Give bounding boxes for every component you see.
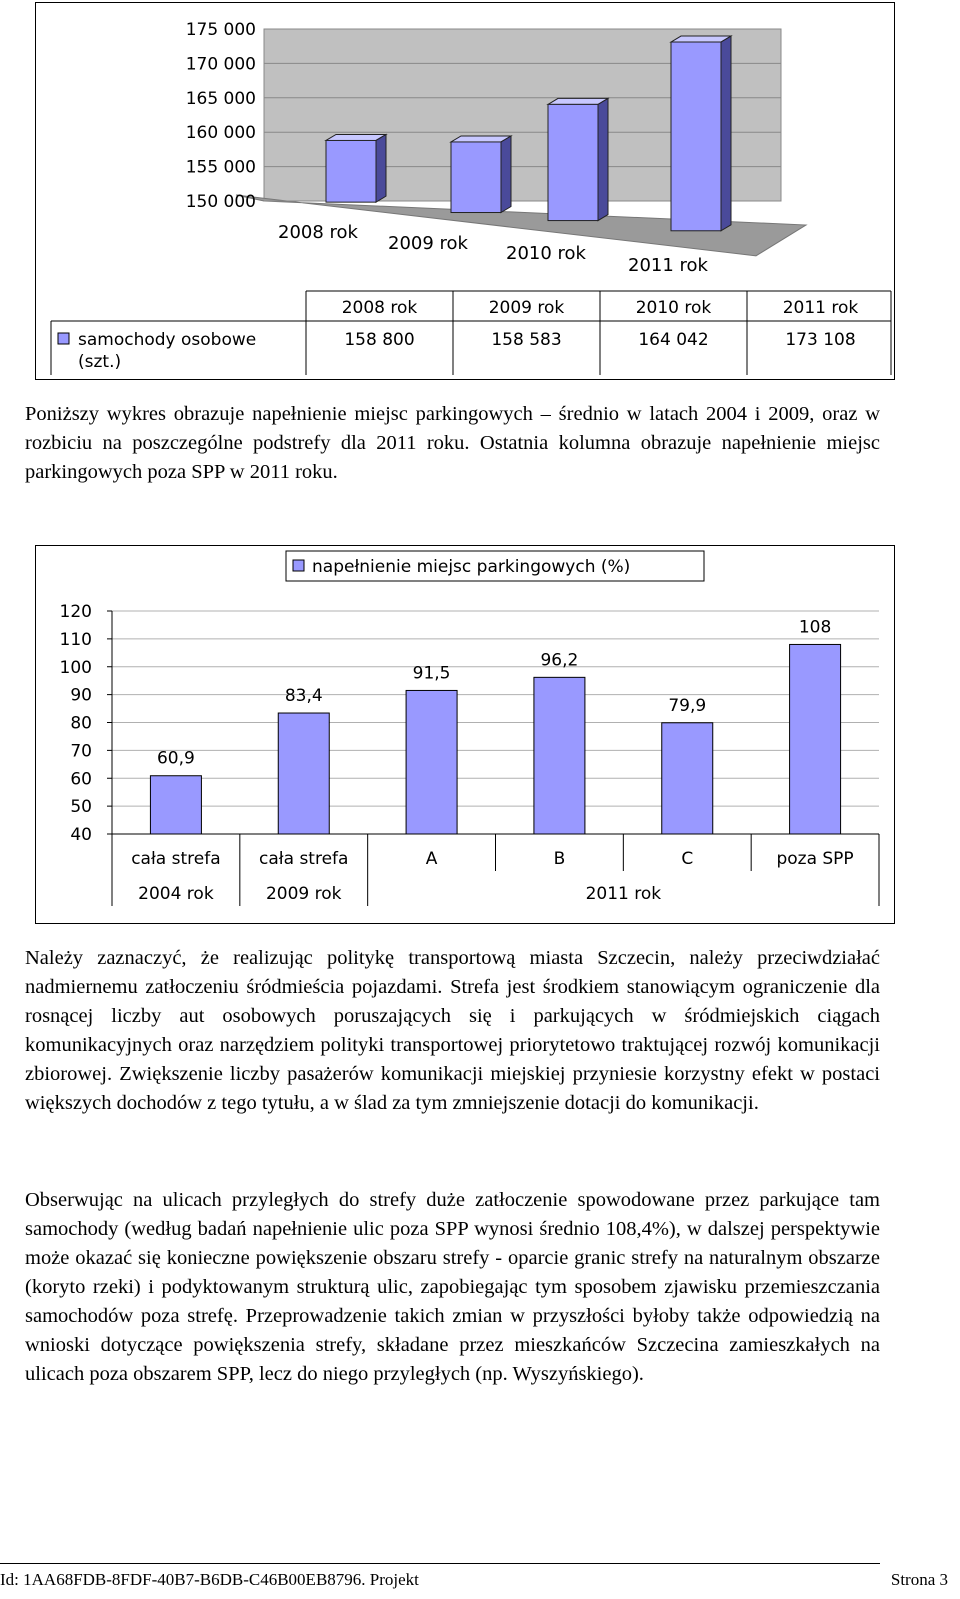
y-tick-label: 175 000 bbox=[185, 20, 256, 40]
x-axis-label: 2008 rok bbox=[278, 222, 358, 243]
bar bbox=[662, 723, 713, 834]
y-tick-label: 80 bbox=[70, 713, 92, 734]
bar bbox=[548, 98, 608, 220]
footer-divider bbox=[0, 1563, 880, 1564]
table-cell: 158 583 bbox=[491, 330, 562, 350]
y-tick-label: 60 bbox=[70, 769, 92, 790]
y-tick-label: 150 000 bbox=[185, 192, 256, 212]
x-category-label: B bbox=[553, 849, 566, 869]
bar bbox=[790, 644, 841, 834]
bar bbox=[451, 136, 511, 213]
x-category-label: A bbox=[425, 849, 438, 869]
x-category-label: C bbox=[681, 849, 694, 869]
table-header: 2010 rok bbox=[635, 298, 712, 318]
y-tick-label: 70 bbox=[70, 741, 92, 762]
x-axis-label: 2009 rok bbox=[388, 233, 468, 254]
bar bbox=[278, 713, 329, 834]
table-header: 2011 rok bbox=[782, 298, 859, 318]
bar bbox=[406, 690, 457, 834]
data-label: 96,2 bbox=[540, 650, 579, 671]
x-axis-label: 2011 rok bbox=[628, 255, 708, 276]
table-row-label: samochody osobowe bbox=[78, 330, 257, 350]
y-tick-label: 170 000 bbox=[185, 54, 256, 75]
car-count-chart-svg bbox=[36, 3, 894, 379]
table-cell: 158 800 bbox=[344, 330, 415, 350]
y-tick-label: 160 000 bbox=[185, 123, 256, 144]
legend-swatch bbox=[58, 333, 69, 344]
bar bbox=[150, 776, 201, 834]
y-tick-label: 90 bbox=[70, 685, 92, 706]
data-label: 108 bbox=[798, 617, 832, 638]
y-tick-label: 50 bbox=[70, 797, 92, 818]
parking-occupancy-chart bbox=[35, 545, 895, 924]
data-label: 79,9 bbox=[668, 695, 707, 716]
y-tick-label: 100 bbox=[59, 657, 92, 678]
bar bbox=[534, 677, 585, 834]
legend-label: napełnienie miejsc parkingowych (%) bbox=[312, 557, 631, 577]
table-header: 2009 rok bbox=[488, 298, 565, 318]
x-group-label: 2004 rok bbox=[138, 884, 214, 904]
paragraph-zone-expansion: Obserwując na ulicach przyległych do strefy duże zatłoczenie spowodowane przez parkujące tam samochody (według badań napełnienie ulic poza SPP wynosi średnio 108,4%), w dalszej perspektywie może okazać się konieczne powiększenie obszaru strefy - oparcie granic strefy na naturalnym obszarze (koryto rzeki) i podyktowanym strukturą ulic, zapobiegając tym sposobem zjawisku przemieszczania samochodów poza strefę. Przeprowadzenie takich zmian w przyszłości byłoby także odpowiedzią na wnioski dotyczące powiększenia strefy, składane przez mieszkańców Szczecina zamieszkałych na ulicach poza obszarem SPP, lecz do niego przyległych (np. Wyszyńskiego). bbox=[25, 1189, 880, 1385]
y-tick-label: 110 bbox=[59, 629, 92, 650]
data-label: 83,4 bbox=[284, 686, 323, 707]
data-label: 60,9 bbox=[156, 748, 195, 769]
x-category-label: cała strefa bbox=[259, 849, 349, 869]
y-tick-label: 120 bbox=[59, 602, 92, 622]
car-count-chart bbox=[35, 2, 895, 380]
x-group-label: 2009 rok bbox=[265, 884, 342, 904]
x-group-label: 2011 rok bbox=[585, 884, 662, 904]
x-axis-label: 2010 rok bbox=[506, 243, 586, 264]
bar bbox=[671, 36, 731, 231]
table-header: 2008 rok bbox=[341, 298, 418, 318]
bar bbox=[326, 134, 386, 202]
y-tick-label: 165 000 bbox=[185, 88, 256, 109]
paragraph-parking-intro: Poniższy wykres obrazuje napełnienie miejsc parkingowych – średnio w latach 2004 i 2009, oraz w rozbiciu na poszczególne podstrefy dla 2011 roku. Ostatnia kolumna obrazuje napełnienie miejsc parkingowych poza SPP w 2011 roku. bbox=[25, 403, 880, 483]
table-cell: 173 108 bbox=[785, 330, 856, 350]
table-row-label-unit: (szt.) bbox=[78, 352, 122, 372]
y-tick-label: 155 000 bbox=[185, 157, 256, 178]
document-id: Id: 1AA68FDB-8FDF-40B7-B6DB-C46B00EB8796. Projekt bbox=[0, 1570, 419, 1589]
page-number: Strona 3 bbox=[890, 1570, 948, 1589]
x-category-label: cała strefa bbox=[131, 849, 221, 869]
y-tick-label: 40 bbox=[70, 825, 92, 845]
parking-occupancy-chart-svg bbox=[36, 546, 894, 923]
page-footer bbox=[0, 1570, 948, 1592]
data-label: 91,5 bbox=[412, 663, 451, 684]
paragraph-transport-policy: Należy zaznaczyć, że realizując politykę transportową miasta Szczecin, należy przeciwdziałać nadmiernemu zatłoczeniu śródmieścia pojazdami. Strefa jest środkiem stanowiącym ograniczenie dla rosnącej liczby aut osobowych poruszających się i parkujących w śródmiejskich ciągach komunikacyjnych oraz narzędziem polityki transportowej priorytetowo traktującej rozwój komunikacji zbiorowej. Zwiększenie liczby pasażerów komunikacji miejskiej przyniesie korzystny efekt w postaci większych dochodów z tego tytułu, a w ślad za tym zmniejszenie dotacji do komunikacji. bbox=[25, 947, 880, 1114]
x-category-label: poza SPP bbox=[776, 849, 854, 869]
table-cell: 164 042 bbox=[638, 330, 709, 350]
legend-swatch bbox=[293, 560, 304, 571]
